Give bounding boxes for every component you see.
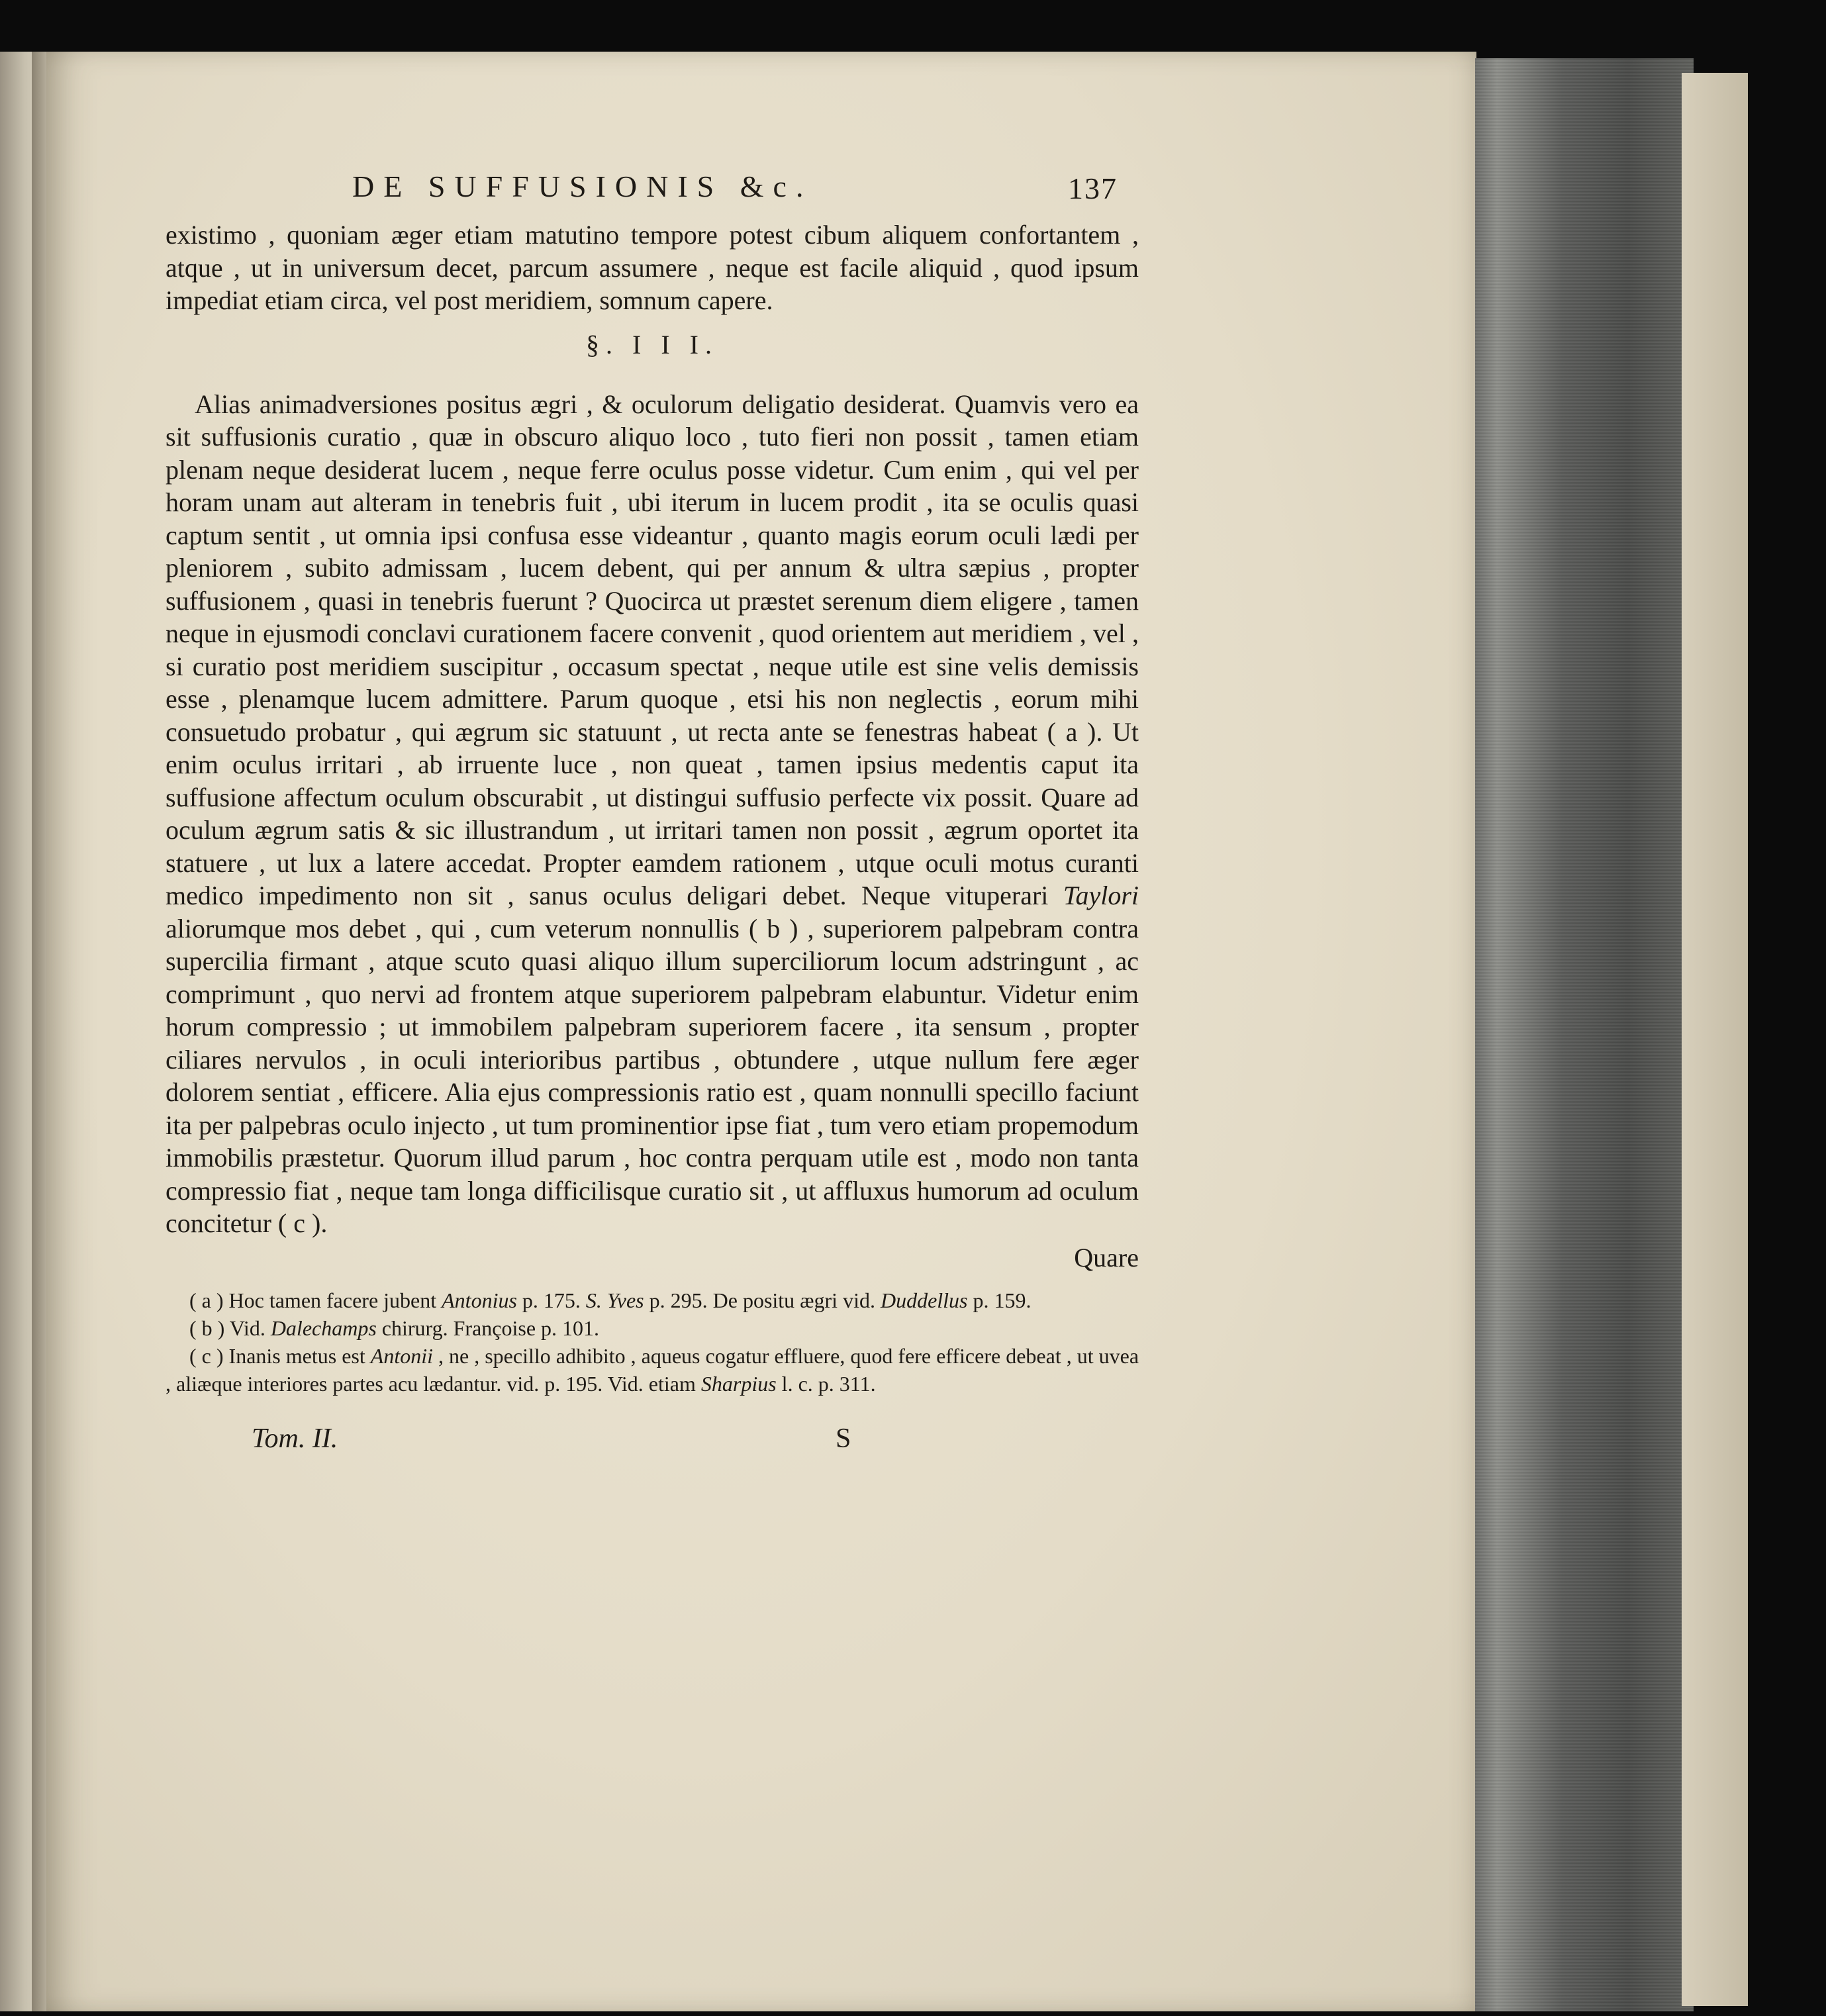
footnote-b-label: ( b ) <box>189 1316 225 1340</box>
footnote-a-text: p. 295. De positu ægri vid. <box>649 1288 875 1312</box>
page-number: 137 <box>1068 171 1118 205</box>
main-paragraph <box>166 388 1139 1240</box>
page-footer <box>166 1416 1139 1463</box>
footnote-ref-c: ( c ). <box>277 1208 328 1238</box>
running-title: DE SUFFUSIONIS &c. <box>352 169 813 203</box>
catchword: Quare <box>1074 1242 1139 1272</box>
footnote-a <box>166 1286 1139 1314</box>
footnote-b-text: Vid. <box>229 1316 265 1340</box>
footnote-a-author-3: Duddellus <box>880 1288 968 1312</box>
footnote-a-label: ( a ) <box>189 1288 224 1312</box>
main-text-part-4: superiorem palpebram contra supercilia firmant , atque scuto quasi aliquo illum superciliorum locum adstringunt , ac comprimunt , quo nervi ad frontem atque superiorem palpebram elabuntur. Videtur enim horum compressio ; ut immobilem palpebram superiorem facere , ita sensum , propter ciliares nervulos , in oculi interioribus partibus , obtundere , utque nullum fere æger dolorem sentiat , efficere. Alia ejus compressionis ratio est , quam nonnulli specillo faciunt ita per palpebras oculo injecto , ut tum prominentior ipse fiat , tum vero etiam propemodum immobilis præstetur. Quorum illud parum , hoc contra perquam utile est , modo non tanta compressio fiat , neque tam longa difficilisque curatio sit , ut affluxus humorum ad oculum concitetur <box>166 913 1139 1238</box>
footnote-a-author-1: Antonius <box>442 1288 517 1312</box>
footnote-c-text: l. c. p. 311. <box>781 1371 876 1396</box>
footnote-c <box>166 1342 1139 1398</box>
footnote-c-author-1: Antonii <box>370 1343 433 1368</box>
footnotes <box>166 1286 1139 1398</box>
footnote-c-text: , ne , specillo adhibito , aqueus cogatur effluere, quod fere efficere debeat , ut uvea , aliæque interiores partes acu lædantur. vid. p. 195. Vid. etiam <box>166 1343 1139 1396</box>
footnote-b-author: Dalechamps <box>270 1316 377 1340</box>
volume-mark: Tom. II. <box>252 1423 338 1454</box>
footnote-a-author-2: S. Yves <box>585 1288 644 1312</box>
running-head <box>166 146 1139 218</box>
footnote-b <box>166 1314 1139 1342</box>
footnote-a-text: Hoc tamen facere jubent <box>228 1288 437 1312</box>
signature-mark: S <box>836 1423 851 1454</box>
author-name-taylori: Taylori <box>1063 881 1139 910</box>
footnote-ref-b: ( b ) , <box>748 913 814 943</box>
footnote-a-text: p. 159. <box>973 1288 1032 1312</box>
text-block <box>166 146 1139 1463</box>
footnote-c-label: ( c ) <box>189 1343 224 1368</box>
section-heading: §. I I I. <box>586 329 718 360</box>
opening-paragraph: existimo , quoniam æger etiam matutino tempore potest cibum aliquem confortantem , atque , ut in universum decet, parcum assumere , neque est facile aliquid , quod ipsum impediat etiam circa, vel post meridiem, somnum capere. <box>166 220 1139 315</box>
footnote-ref-a: ( a ). <box>1047 716 1103 747</box>
footnote-c-author-2: Sharpius <box>700 1371 777 1396</box>
main-text-part-1: Alias animadversiones positus ægri , & oculorum deligatio desiderat. Quamvis vero ea sit suffusionis curatio , quæ in obscuro aliquo loco , tuto fieri non possit , tamen etiam plenam neque desiderat lucem , neque ferre oculus posse videtur. Cum enim , qui vel per horam unam aut alteram in tenebris fuit , ubi iterum in lucem prodit , ita se oculis quasi captum sentit , ut omnia ipsi confusa esse videantur , quanto magis eorum oculi lædi per pleniorem , subito admissam , lucem debent, qui per annum & ultra sæpius , propter suffusionem , quasi in tenebris fuerunt ? Quocirca ut præstet serenum diem eligere , tamen neque in ejusmodi conclavi curationem facere convenit , quod orientem aut meridiem , vel , si curatio post meridiem suscipitur , occasum spectat , neque utile est sine velis demissis esse , plenamque lucem admittere. Parum quoque , etsi his non neglectis , eorum mihi consuetudo probatur , qui ægrum sic statuunt , ut recta ante se fenestras habeat <box>166 389 1139 747</box>
back-cover-edge <box>1682 73 1748 2006</box>
main-text-part-3: aliorumque mos debet , qui , cum veterum nonnullis <box>166 913 740 943</box>
footnote-b-text: chirurg. Françoise p. 101. <box>381 1316 600 1340</box>
footnote-c-text: Inanis metus est <box>228 1343 365 1368</box>
footnote-a-text: p. 175. <box>522 1288 581 1312</box>
main-text-part-2: Ut enim oculus irritari , ab irruente luce , non queat , tamen ipsius medentis caput ita suffusione affectum oculum obscurabit , ut distingui suffusio perfecte vix possit. Quare ad oculum ægrum satis & sic illustrandum , ut irritari tamen non possit , ægrum oportet ita statuere , ut lux a latere accedat. Propter eamdem rationem , utque oculi motus curanti medico impedimento non sit , sanus oculus deligari debet. Neque vituperari <box>166 716 1139 910</box>
page-block-edges <box>1475 58 1694 2011</box>
